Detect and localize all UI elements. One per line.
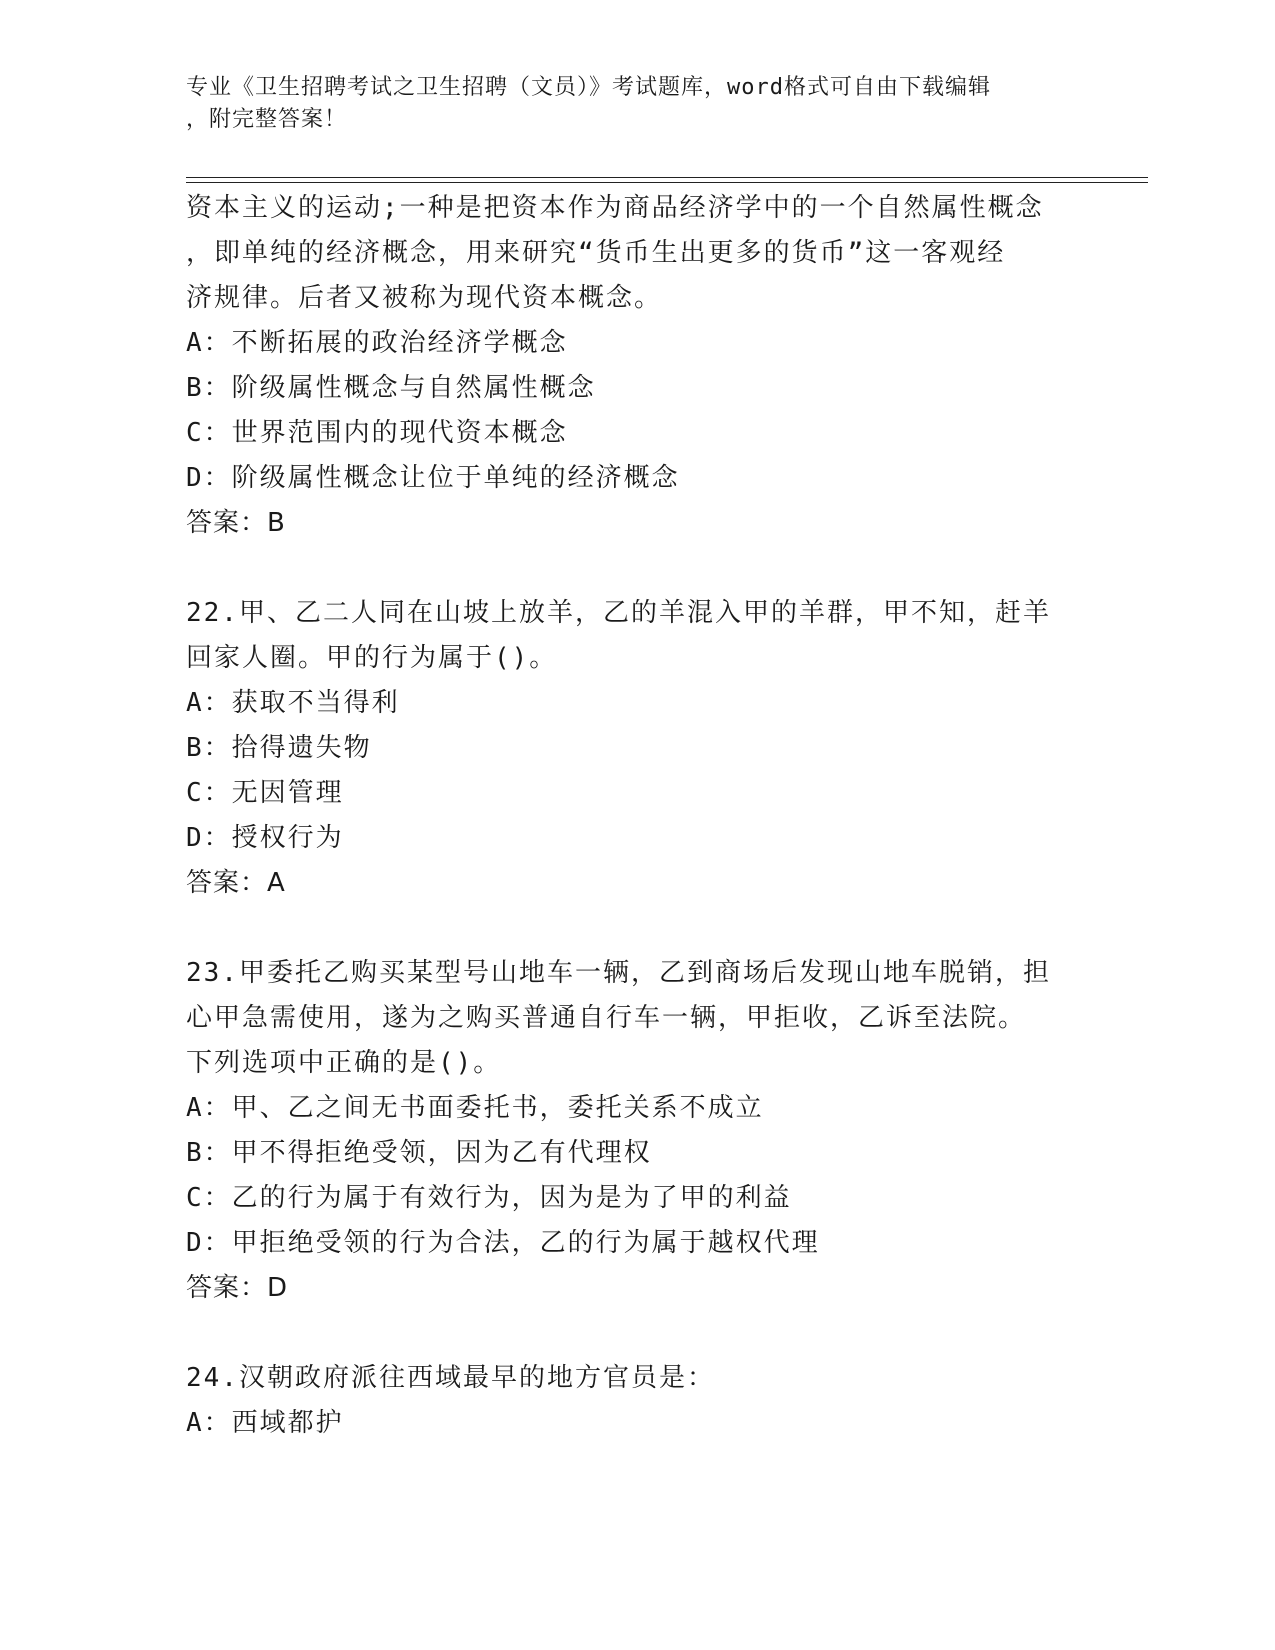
option-d: D：授权行为 — [186, 823, 344, 853]
answer-line: 答案：B — [186, 508, 286, 538]
question-block-24 — [186, 1356, 1086, 1446]
header-divider-top — [186, 177, 1148, 178]
answer-line: 答案：A — [186, 868, 286, 898]
header-divider-bottom — [186, 182, 1148, 183]
question-block-23 — [186, 951, 1086, 1311]
option-d: D：阶级属性概念让位于单纯的经济概念 — [186, 463, 680, 493]
answer-line: 答案：D — [186, 1273, 289, 1303]
question-text-line: 济规律。后者又被称为现代资本概念。 — [186, 283, 663, 313]
option-a: A：甲、乙之间无书面委托书，委托关系不成立 — [186, 1093, 764, 1123]
question-text-line: 回家人圈。甲的行为属于()。 — [186, 643, 558, 673]
option-a: A：不断拓展的政治经济学概念 — [186, 328, 568, 358]
option-d: D：甲拒绝受领的行为合法，乙的行为属于越权代理 — [186, 1228, 820, 1258]
spacer — [186, 906, 1086, 951]
question-list — [186, 186, 1086, 1446]
document-header — [186, 72, 1066, 136]
option-a: A：获取不当得利 — [186, 688, 400, 718]
question-text-line: 23.甲委托乙购买某型号山地车一辆，乙到商场后发现山地车脱销，担 — [186, 958, 1051, 988]
question-text-line: 22.甲、乙二人同在山坡上放羊，乙的羊混入甲的羊群，甲不知，赶羊 — [186, 598, 1051, 628]
option-a: A：西域都护 — [186, 1408, 344, 1438]
header-line-2: ，附完整答案！ — [186, 107, 348, 132]
question-text-line: 心甲急需使用，遂为之购买普通自行车一辆，甲拒收，乙诉至法院。 — [186, 1003, 1027, 1033]
header-line-1: 专业《卫生招聘考试之卫生招聘（文员）》考试题库，word格式可自由下载编辑 — [186, 75, 991, 100]
option-b: B：阶级属性概念与自然属性概念 — [186, 373, 596, 403]
option-b: B：拾得遗失物 — [186, 733, 372, 763]
question-block-prev — [186, 186, 1086, 546]
option-c: C：世界范围内的现代资本概念 — [186, 418, 568, 448]
question-text-line: ，即单纯的经济概念，用来研究“货币生出更多的货币”这一客观经 — [186, 238, 1006, 268]
question-text-line: 24.汉朝政府派往西域最早的地方官员是： — [186, 1363, 715, 1393]
option-c: C：乙的行为属于有效行为，因为是为了甲的利益 — [186, 1183, 792, 1213]
question-text-line: 下列选项中正确的是()。 — [186, 1048, 502, 1078]
option-c: C：无因管理 — [186, 778, 344, 808]
question-text-line: 资本主义的运动;一种是把资本作为商品经济学中的一个自然属性概念 — [186, 193, 1044, 223]
option-b: B：甲不得拒绝受领，因为乙有代理权 — [186, 1138, 652, 1168]
spacer — [186, 546, 1086, 591]
spacer — [186, 1311, 1086, 1356]
question-block-22 — [186, 591, 1086, 906]
